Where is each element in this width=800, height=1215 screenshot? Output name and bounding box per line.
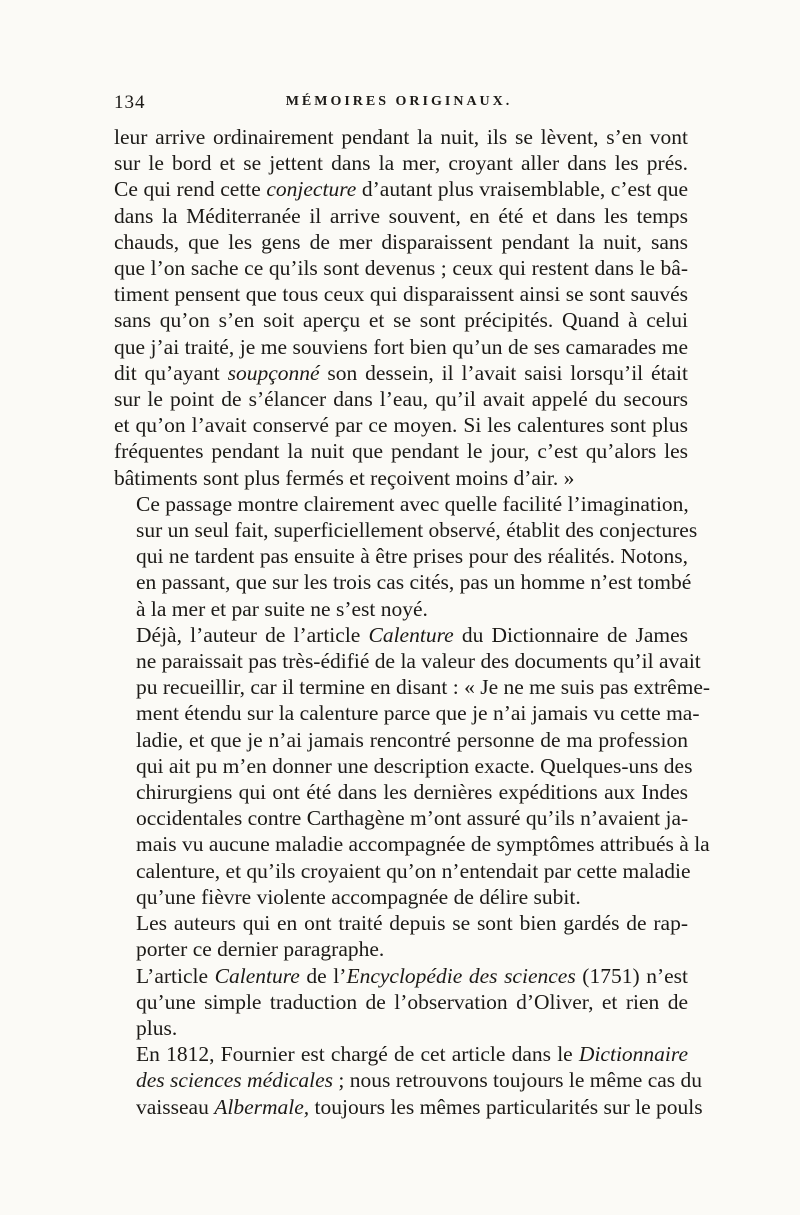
text-run: que j’ai traité, je me souviens fort bien qu’un de ses camarades me — [114, 334, 688, 359]
text-line — [114, 674, 711, 700]
text-line — [114, 648, 701, 674]
text-run: ; nous retrouvons toujours le même cas du — [333, 1068, 703, 1093]
text-run: timent pensent que tous ceux qui disparaissent ainsi se sont sauvés — [114, 282, 688, 307]
italic-text: Calenture — [214, 963, 300, 988]
text-run: pu recueillir, car il termine en disant : « Je ne me suis pas extrême- — [136, 675, 711, 700]
text-run: qui ait pu m’en donner une description exacte. Quelques-uns des — [136, 753, 693, 778]
text-run: sur le point de s’élancer dans l’eau, qu’il avait appelé du secours — [114, 387, 688, 412]
text-line — [114, 517, 698, 543]
italic-text: Calenture — [368, 622, 454, 647]
text-line — [114, 1015, 688, 1041]
text-run: de l’ — [299, 963, 347, 988]
text-line — [114, 779, 688, 805]
page-number: 134 — [114, 92, 146, 113]
text-run: calenture, et qu’ils croyaient qu’on n’entendait par cette maladie — [136, 858, 691, 883]
running-title: MÉMOIRES ORIGINAUX. — [285, 94, 513, 109]
text-run: en passant, que sur les trois cas cités, pas un homme n’est tombé — [136, 570, 692, 595]
text-run: qu’une simple traduction de l’observation d’Oliver, et rien de — [136, 989, 688, 1014]
text-line — [114, 203, 688, 229]
text-run: sur un seul fait, superficiellement observé, établit des conjectures — [136, 518, 698, 543]
text-line — [114, 569, 692, 595]
text-line — [114, 255, 688, 281]
text-line — [114, 1067, 703, 1093]
paragraph — [114, 963, 688, 1042]
text-line — [114, 700, 700, 726]
text-run: ladie, et que je n’ai jamais rencontré personne de ma profession — [136, 727, 688, 752]
italic-text: Encyclopédie des sciences — [346, 963, 576, 988]
text-run: mais vu aucune maladie accompagnée de symptômes attribués à la — [136, 832, 710, 857]
text-run: d’autant plus vraisemblable, c’est que — [356, 177, 688, 202]
text-run: Les auteurs qui en ont traité depuis se sont bien gardés de rap- — [136, 911, 688, 936]
text-run: Ce qui rend cette — [114, 177, 267, 202]
text-line — [114, 150, 688, 176]
text-run: son dessein, il l’avait saisi lorsqu’il était — [319, 360, 689, 385]
text-line — [114, 281, 688, 307]
text-run: sans qu’on s’en soit aperçu et se sont précipités. Quand à celui — [114, 308, 688, 333]
italic-text: des sciences médicales — [136, 1068, 334, 1093]
text-line — [114, 596, 688, 622]
text-line — [114, 229, 688, 255]
text-run: occidentales contre Carthagène m’ont assuré qu’ils n’avaient ja- — [136, 806, 689, 831]
text-line — [114, 989, 688, 1015]
text-run: sur le bord et se jettent dans la mer, croyant aller dans les prés. — [114, 151, 688, 176]
paragraph — [114, 1041, 703, 1120]
text-run: dans la Méditerranée il arrive souvent, en été et dans les temps — [114, 203, 688, 228]
text-run: En 1812, Fournier est chargé de cet article dans le — [136, 1042, 579, 1067]
text-line — [114, 753, 693, 779]
text-run: qu’une fièvre violente accompagnée de délire subit. — [136, 884, 581, 909]
text-line — [114, 1094, 703, 1120]
text-run: vaisseau — [136, 1094, 215, 1119]
text-run: bâtiments sont plus fermés et reçoivent moins d’air. » — [114, 465, 575, 490]
text-line — [114, 884, 688, 910]
text-run: chirurgiens qui ont été dans les dernières expéditions aux Indes — [136, 780, 688, 805]
text-run: L’article — [136, 963, 215, 988]
text-run: du Dictionnaire de James — [453, 622, 689, 647]
text-line — [114, 963, 688, 989]
text-line — [114, 936, 688, 962]
italic-text: Albermale, — [214, 1094, 310, 1119]
text-line — [114, 360, 688, 386]
text-line — [114, 858, 691, 884]
paragraph — [114, 491, 698, 622]
text-line — [114, 727, 688, 753]
text-run: dit qu’ayant — [114, 360, 228, 385]
text-line — [114, 438, 688, 464]
text-run: chauds, que les gens de mer disparaissent pendant la nuit, sans — [114, 229, 688, 254]
text-run: plus. — [136, 1015, 178, 1040]
text-run: et qu’on l’avait conservé par ce moyen. Si les calentures sont plus — [114, 413, 688, 438]
text-run: fréquentes pendant la nuit que pendant le jour, c’est qu’alors les — [114, 439, 688, 464]
text-line — [114, 805, 688, 831]
paragraph — [114, 124, 688, 491]
text-line — [114, 465, 688, 491]
text-run: Déjà, l’auteur de l’article — [136, 622, 369, 647]
text-line — [114, 543, 688, 569]
text-run: à la mer et par suite ne s’est noyé. — [136, 596, 428, 621]
italic-text: Dictionnaire — [578, 1042, 688, 1067]
text-line — [114, 910, 688, 936]
page-header — [114, 92, 684, 118]
text-line — [114, 386, 688, 412]
text-run: ment étendu sur la calenture parce que je n’ai jamais vu cette ma- — [136, 701, 700, 726]
text-run: Ce passage montre clairement avec quelle facilité l’imagination, — [136, 491, 689, 516]
text-line — [114, 1041, 688, 1067]
paragraph — [114, 910, 688, 962]
text-run: porter ce dernier paragraphe. — [136, 937, 385, 962]
paragraph — [114, 622, 711, 910]
text-line — [114, 307, 688, 333]
italic-text: soupçonné — [227, 360, 320, 385]
text-run: (1751) n’est — [575, 963, 688, 988]
text-line — [114, 831, 710, 857]
italic-text: conjecture — [266, 177, 357, 202]
text-run: qui ne tardent pas ensuite à être prises pour des réalités. Notons, — [136, 544, 688, 569]
body-text — [114, 124, 711, 1120]
text-run: que l’on sache ce qu’ils sont devenus ; ceux qui restent dans le bâ- — [114, 256, 688, 281]
text-line — [114, 622, 688, 648]
text-run: leur arrive ordinairement pendant la nuit, ils se lèvent, s’en vont — [114, 125, 688, 149]
text-line — [114, 176, 688, 202]
text-line — [114, 412, 688, 438]
text-line — [114, 334, 688, 360]
text-line — [114, 124, 688, 150]
text-run: toujours les mêmes particularités sur le pouls — [309, 1094, 703, 1119]
text-line — [114, 491, 688, 517]
text-run: ne paraissait pas très-édifié de la valeur des documents qu’il avait — [136, 649, 701, 674]
